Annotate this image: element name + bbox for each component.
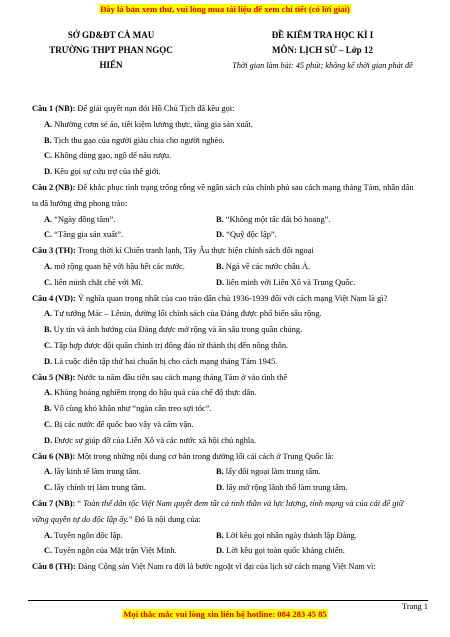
option-4a: A. Tư tưởng Mác – Lênin, đường lối chính sách của Đảng được phổ biến sâu rộng. (44, 309, 322, 319)
option-1d: D. Kêu gọi sự cứu trợ của thế giới. (44, 167, 161, 177)
option-4c: C. Tập hợp được đội quân chính trị đông đảo từ thành thị đến nông thôn. (44, 340, 289, 350)
options-2ab: A. “Ngày đồng tâm”. B. “Không một tấc đất bỏ hoang”. (44, 214, 331, 224)
exam-time: Thời gian làm bài: 45 phút; không kể thời gian phát đề (232, 61, 413, 70)
options-6cd: C. lấy chính trị làm trung tâm. D. lấy mở rộng lãnh thổ làm trung tâm. (44, 483, 348, 493)
question-4: Câu 4 (VD): Ý nghĩa quan trọng nhất của cao trào dân chủ 1936-1939 đối với cách mạng Việt Nam là gì? (32, 293, 388, 303)
option-5c: C. Bị các nước đế quốc bao vây và cấm vận. (44, 419, 194, 429)
question-6: Câu 6 (NB): Một trong những nội dung cơ bản trong đường lối cải cách ở Trung Quốc là: (32, 451, 334, 461)
option-1b: B. Tịch thu gạo của người giàu chia cho người nghèo. (44, 135, 225, 145)
question-list (32, 101, 416, 575)
question-1: Câu 1 (NB): Để giải quyết nạn đói Hồ Chủ Tịch đã kêu gọi: (32, 104, 235, 113)
options-3cd: C. liên minh chặt chẽ với Mĩ. D. liên minh với Liên Xô và Trung Quốc. (44, 277, 356, 287)
exam-header (205, 28, 440, 73)
footer-divider (28, 600, 428, 601)
exam-title: ĐỀ KIỂM TRA HỌC KÌ I (271, 30, 374, 40)
question-5: Câu 5 (NB): Nước ta năm đầu tiên sau cách mạng tháng Tám ở vào tình thế (32, 372, 288, 382)
exam-subject: MÔN: LỊCH SỬ – Lớp 12 (272, 45, 373, 55)
options-7cd: C. Tuyên ngôn của Mặt trận Việt Minh. D. Lời kêu gọi toàn quốc kháng chiến. (44, 546, 345, 556)
options-6ab: A. lấy kinh tế làm trung tâm. B. lấy đổi ngoại làm trung tâm. (44, 467, 321, 477)
option-5d: D. Được sự giúp đỡ của Liên Xô và các nước xã hội chủ nghĩa. (44, 435, 257, 445)
question-7: Câu 7 (NB): “ Toàn thể dân tộc Việt Nam quyết đem tất cả tinh thần và lực lượng, tính mạng và của cải để giữ vững quyền tự do độc lập ấy.” Đó là nội dung của: (32, 498, 404, 524)
options-7ab: A. Tuyên ngôn độc lập. B. Lời kêu gọi nhân ngày thành lập Đảng. (44, 530, 357, 540)
preview-banner: Đây là bản xem thử, vui lòng mua tài liệu để xem chi tiết (có lời giải) (100, 4, 350, 14)
option-1a: A. Nhường cơm sẻ áo, tiết kiệm lương thực, tăng gia sản xuất. (44, 119, 253, 129)
options-3ab: A. mở rộng quan hệ với hầu hết các nước. B. Ngả về các nước châu Á. (44, 261, 311, 271)
school-name: TRƯỜNG THPT PHAN NGỌC (49, 45, 173, 55)
school-header (26, 28, 196, 73)
department-name: SỞ GD&ĐT CÀ MAU (67, 30, 155, 40)
school-name-cont: HIỂN (99, 60, 123, 70)
page-number: Trang 1 (402, 602, 428, 611)
option-5b: B. Vô cùng khó khăn như “ngàn cân treo sợi tóc”. (44, 404, 212, 414)
hotline-banner: Mọi thắc mắc vui lòng xin liên hệ hotline: 084 283 45 85 (123, 609, 327, 619)
option-1c: C. Không dùng gạo, ngô để nấu rượu. (44, 151, 172, 161)
option-4d: D. Là cuộc diễn tập thứ hai chuẩn bị cho cách mạng tháng Tám 1945. (44, 356, 278, 366)
question-8: Câu 8 (TH): Đảng Cộng sản Việt Nam ra đời là bước ngoặt vĩ đại của lịch sử cách mạng Việt Nam vì: (32, 562, 376, 572)
question-2: Câu 2 (NB): Để khắc phục tình trạng trống rỗng về ngân sách của chính phủ sau cách mạng tháng Tám, nhân dân ta đã hưởng ứng phong trào: (32, 182, 414, 208)
option-5a: A. Khủng hoảng nghiêm trọng do hậu quả của chế độ thực dân. (44, 388, 257, 398)
options-2cd: C. “Tăng gia sản xuất”. D. “Quỹ độc lập”. (44, 230, 277, 240)
question-3: Câu 3 (TH): Trong thời kì Chiến tranh lạnh, Tây Âu thực hiện chính sách đối ngoại (32, 246, 314, 256)
option-4b: B. Uy tín và ảnh hưởng của Đảng được mở rộng và ăn sâu trong quần chúng. (44, 325, 303, 335)
